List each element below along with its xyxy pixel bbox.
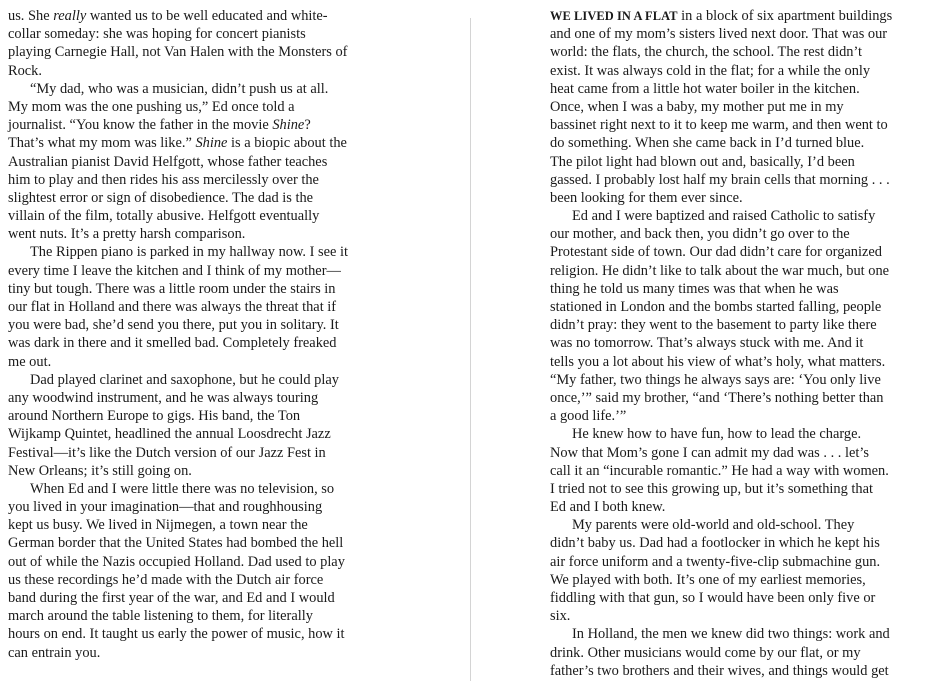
text-span: Once, when I was a baby, my mother put me in my — [550, 98, 844, 115]
text-span: kept us busy. We lived in Nijmegen, a town near the — [8, 517, 308, 534]
text-line — [8, 171, 398, 189]
text-line — [550, 371, 932, 389]
text-span: He knew how to have fun, how to lead the charge. — [572, 426, 862, 443]
text-span: religion. He didn’t like to talk about the war much, but one — [550, 262, 890, 279]
text-line — [8, 43, 398, 61]
text-line — [550, 298, 932, 316]
text-span: out of while the Nazis occupied Holland. Dad used to play — [8, 553, 345, 570]
text-line — [8, 625, 398, 643]
italic-title: Shine — [195, 135, 228, 152]
text-line — [550, 553, 932, 571]
text-span: We played with both. It’s one of my earliest memories, — [550, 571, 866, 588]
text-line — [8, 589, 398, 607]
text-line — [550, 353, 932, 371]
text-line — [550, 98, 932, 116]
text-line — [8, 153, 398, 171]
text-span: stationed in London and the bombs started falling, people — [550, 299, 882, 315]
text-line — [8, 462, 398, 480]
text-line — [550, 444, 932, 462]
text-line — [8, 444, 398, 462]
text-span: The Rippen piano is parked in my hallway now. I see it — [30, 244, 348, 261]
text-span: you were bad, she’d send you there, put you in solitary. It — [8, 317, 339, 334]
text-span: Protestant side of town. Our dad didn’t care for organized — [550, 244, 882, 261]
text-line — [550, 425, 932, 443]
text-span: wanted us to be well educated and white- — [86, 8, 328, 24]
text-line — [8, 189, 398, 207]
text-span: ? — [304, 117, 311, 134]
text-span: Ed and I both knew. — [550, 499, 666, 516]
text-line — [8, 407, 398, 425]
text-span: hours on end. It taught us early the power of music, how it — [8, 626, 345, 643]
text-span: villain of the film, totally abusive. Helfgott eventually — [8, 208, 320, 225]
text-line — [550, 280, 932, 298]
text-span: Festival—it’s like the Dutch version of our Jazz Fest in — [8, 444, 326, 461]
text-line — [8, 98, 398, 116]
text-span: I tried not to see this growing up, but it’s something that — [550, 480, 873, 497]
text-line — [8, 389, 398, 407]
left-page — [8, 7, 398, 662]
text-line — [550, 25, 932, 43]
text-span: call it an “incurable romantic.” He had a way with women. — [550, 462, 889, 479]
text-line — [550, 334, 932, 352]
page-spine-divider — [470, 18, 471, 681]
text-span: Wijkamp Quintet, headlined the annual Loosdrecht Jazz — [8, 426, 331, 443]
text-span: us these recordings he’d made with the Dutch air force — [8, 571, 324, 588]
text-line — [550, 189, 932, 207]
italic-title: really — [53, 8, 87, 24]
text-span: Now that Mom’s gone I can admit my dad was . . . let’s — [550, 444, 869, 461]
text-span: band during the first year of the war, and Ed and I would — [8, 590, 335, 606]
italic-title: Shine — [272, 117, 305, 134]
text-line — [550, 571, 932, 589]
text-span: In Holland, the men we knew did two things: work and — [572, 626, 890, 643]
text-span: Ed and I were baptized and raised Catholic to satisfy — [572, 208, 876, 225]
text-span: six. — [550, 608, 571, 625]
text-line — [8, 353, 398, 371]
text-span: journalist. “You know the father in the movie — [8, 117, 273, 134]
text-line — [8, 207, 398, 225]
text-span: bassinet right next to it to keep me warm, and then went to — [550, 117, 888, 134]
text-line — [8, 225, 398, 243]
text-line — [550, 462, 932, 480]
text-span: thing he told us many times was that when he was — [550, 280, 839, 297]
text-span: tiny but tough. There was a little room under the stairs in — [8, 280, 336, 297]
text-span: a good life.’” — [550, 408, 627, 425]
text-span: march around the table listening to them, for literally — [8, 608, 313, 625]
text-span: once,’” said my brother, “and ‘There’s nothing better than — [550, 389, 884, 406]
text-span: in a block of six apartment buildings — [677, 8, 893, 24]
text-span: gassed. I probably lost half my brain cells that morning . . . — [550, 171, 890, 188]
text-span: our mother, and back then, you didn’t go over to the — [550, 226, 850, 243]
text-line — [550, 534, 932, 552]
text-line — [8, 134, 398, 152]
section-opening-caps: WE LIVED IN A FLAT — [550, 9, 678, 23]
text-line — [8, 298, 398, 316]
text-span: When Ed and I were little there was no television, so — [30, 480, 335, 497]
text-span: was no tomorrow. That’s always stuck with me. And it — [550, 335, 864, 352]
text-span: didn’t baby us. Dad had a footlocker in which he kept his — [550, 535, 880, 552]
text-span: us. She — [8, 8, 54, 24]
text-span: fiddling with that gun, so I would have been only five or — [550, 590, 876, 606]
text-span: playing Carnegie Hall, not Van Halen with the Monsters of — [8, 44, 348, 61]
text-line — [550, 644, 932, 662]
text-span: every time I leave the kitchen and I think of my mother— — [8, 262, 341, 279]
text-span: any woodwind instrument, and he was always touring — [8, 389, 319, 406]
text-line — [550, 134, 932, 152]
text-span: The pilot light had blown out and, basically, I’d been — [550, 153, 855, 170]
text-span: went nuts. It’s a pretty harsh comparison. — [8, 226, 246, 243]
text-line — [550, 389, 932, 407]
text-line — [8, 498, 398, 516]
text-line — [550, 262, 932, 280]
text-span: was dark in there and it smelled bad. Completely freaked — [8, 335, 337, 352]
text-span: New Orleans; it’s still going on. — [8, 462, 192, 479]
text-line — [550, 7, 932, 25]
text-span: German border that the United States had bombed the hell — [8, 535, 344, 552]
text-line — [550, 153, 932, 171]
text-line — [8, 243, 398, 261]
text-span: “My dad, who was a musician, didn’t push us at all. — [30, 80, 329, 97]
text-span: air force uniform and a twenty-five-clip submachine gun. — [550, 553, 881, 570]
text-line — [8, 480, 398, 498]
text-span: father’s two brothers and their wives, and things would get — [550, 662, 889, 679]
text-line — [8, 7, 398, 25]
text-span: me out. — [8, 353, 52, 370]
text-line — [8, 334, 398, 352]
text-line — [8, 644, 398, 662]
text-span: My parents were old-world and old-school. They — [572, 517, 855, 534]
text-span: That’s what my mom was like.” — [8, 135, 196, 152]
text-line — [550, 225, 932, 243]
text-span: Rock. — [8, 62, 42, 79]
text-span: Australian pianist David Helfgott, whose father teaches — [8, 153, 328, 170]
text-span: around Northern Europe to gigs. His band, the Ton — [8, 408, 301, 425]
text-span: can entrain you. — [8, 644, 101, 661]
text-span: My mom was the one pushing us,” Ed once told a — [8, 98, 295, 115]
text-line — [550, 662, 932, 680]
text-span: heat came from a little hot water boiler in the kitchen. — [550, 80, 860, 97]
text-line — [8, 516, 398, 534]
text-span: been looking for them ever since. — [550, 189, 743, 206]
text-line — [550, 80, 932, 98]
text-span: didn’t pray: they went to the basement to party like there — [550, 317, 877, 334]
text-span: tells you a lot about his view of what’s holy, what matters. — [550, 353, 886, 370]
text-line — [8, 534, 398, 552]
text-span: exist. It was always cold in the flat; for a while the only — [550, 62, 871, 79]
text-line — [550, 589, 932, 607]
text-line — [8, 553, 398, 571]
text-line — [8, 80, 398, 98]
text-span: Dad played clarinet and saxophone, but he could play — [30, 371, 339, 388]
text-line — [8, 62, 398, 80]
text-line — [8, 571, 398, 589]
text-line — [550, 116, 932, 134]
text-span: slightest error or sign of disobedience. The dad is the — [8, 189, 314, 206]
text-span: collar someday: she was hoping for concert pianists — [8, 26, 306, 43]
text-span: our flat in Holland and there was always the threat that if — [8, 299, 337, 315]
text-line — [550, 498, 932, 516]
text-span: and one of my mom’s sisters lived next door. That was our — [550, 26, 888, 43]
text-line — [8, 262, 398, 280]
text-span: world: the flats, the church, the school. The rest didn’t — [550, 44, 862, 61]
text-line — [550, 316, 932, 334]
text-span: “My father, two things he always says are: ‘You only live — [550, 371, 881, 388]
text-line — [550, 62, 932, 80]
text-line — [550, 516, 932, 534]
text-span: is a biopic about the — [227, 135, 347, 152]
text-line — [8, 25, 398, 43]
text-line — [8, 116, 398, 134]
right-page — [550, 7, 932, 680]
text-line — [550, 207, 932, 225]
text-line — [8, 425, 398, 443]
text-line — [550, 243, 932, 261]
text-line — [8, 316, 398, 334]
text-span: do something. When she came back in I’d turned blue. — [550, 135, 865, 152]
text-line — [550, 480, 932, 498]
text-line — [550, 625, 932, 643]
text-line — [8, 607, 398, 625]
text-span: him to play and then rides his ass mercilessly over the — [8, 171, 319, 188]
text-line — [550, 407, 932, 425]
text-span: drink. Other musicians would come by our flat, or my — [550, 644, 861, 661]
text-line — [550, 171, 932, 189]
text-line — [8, 371, 398, 389]
text-line — [550, 43, 932, 61]
text-line — [8, 280, 398, 298]
text-span: you lived in your imagination—that and roughhousing — [8, 499, 323, 516]
text-line — [550, 607, 932, 625]
